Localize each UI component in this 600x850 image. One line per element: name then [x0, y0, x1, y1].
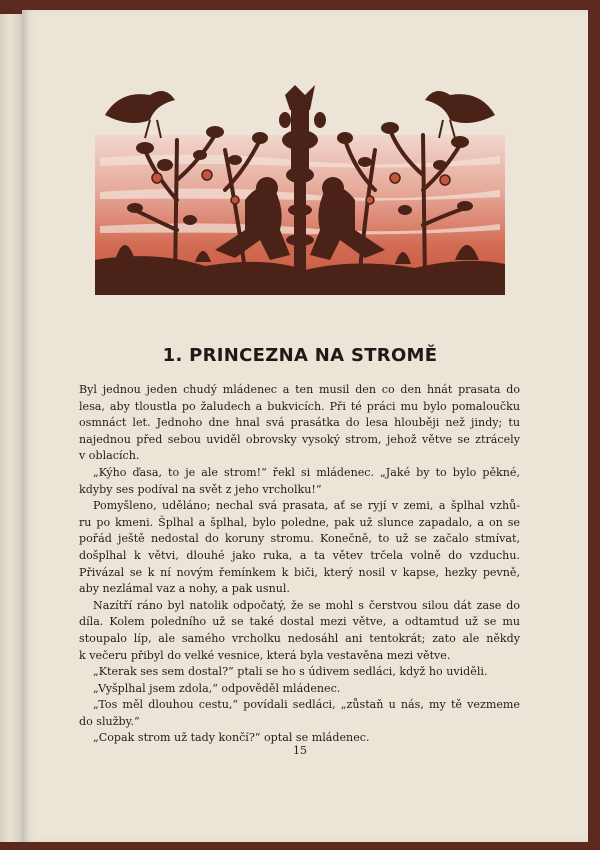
text-line: lesa, aby tloustla po žaludech a bukvicích. Při té práci mu bylo pomaloučku — [79, 399, 520, 413]
text-line: díla. Kolem poledního už se také dostal mezi větve, a odtamtud už se mu — [79, 615, 520, 629]
text-line: Přivázal se k ní novým řemínkem k biči, který nosil v kapse, hezky pevně, — [79, 565, 520, 579]
text-line: stoupalo líp, ale samého vrcholku nedosáhl ani tentokrát; zato ale někdy — [79, 631, 520, 645]
text-line: „Vyšplhal jsem zdola,“ odpověděl mládenec. — [93, 681, 341, 695]
text-line: pořád ještě nedostal do koruny stromu. Konečně, to už se začalo stmívat, — [79, 532, 520, 546]
text-line: „Kterak ses sem dostal?“ ptali se ho s údivem sedláci, když ho uviděli. — [93, 665, 488, 679]
text-line: „Kýho ďasa, to je ale strom!“ řekl si mládenec. „Jaké by to bylo pěkné, — [93, 465, 520, 479]
text-line: do služby.“ — [79, 714, 140, 728]
text-line: aby nezlámal vaz a nohy, a pak usnul. — [79, 582, 290, 596]
text-line: ru po kmeni. Šplhal a šplhal, bylo poledne, pak už slunce zapadalo, a on se — [79, 515, 520, 529]
bird-right — [425, 91, 495, 123]
text-line: najednou před sebou uviděl obrovsky vysoký strom, jehož větve se ztrácely — [79, 432, 520, 446]
chapter-title: 1. PRINCEZNA NA STROMĚ — [162, 345, 438, 366]
bird-left — [105, 91, 175, 123]
chapter-text — [79, 382, 520, 747]
text-line: kdyby ses podíval na svět z jeho vrcholku!“ — [79, 482, 322, 496]
text-line: „Tos měl dlouhou cestu,“ povídali sedláci, „zůstaň u nás, my tě vezmeme — [93, 698, 520, 712]
text-line: Nazítří ráno byl natolik odpočatý, že se mohl s čerstvou silou dát zase do — [93, 598, 520, 612]
page-number: 15 — [293, 744, 307, 757]
text-line: Pomyšleno, uděláno; nechal svá prasata, ať se ryjí v zemi, a šplhal vzhů- — [93, 499, 520, 513]
text-line: k večeru přibyl do velké vesnice, která byla vestavěna mezi větve. — [79, 648, 451, 662]
text-line: Byl jednou jeden chudý mládenec a ten musil den co den hnát prasata do — [79, 383, 520, 396]
text-line: v oblacích. — [79, 449, 140, 463]
text-line: osmnáct let. Jednoho dne hnal svá prasátka do lesa hlouběji než jindy; tu — [79, 416, 520, 430]
text-line: „Copak strom už tady končí?“ optal se mládenec. — [93, 731, 370, 745]
chapter-illustration — [95, 80, 505, 295]
text-line: došplhal k větvi, dlouhé jako ruka, a ta větev trčela volně do vzduchu. — [79, 548, 520, 562]
